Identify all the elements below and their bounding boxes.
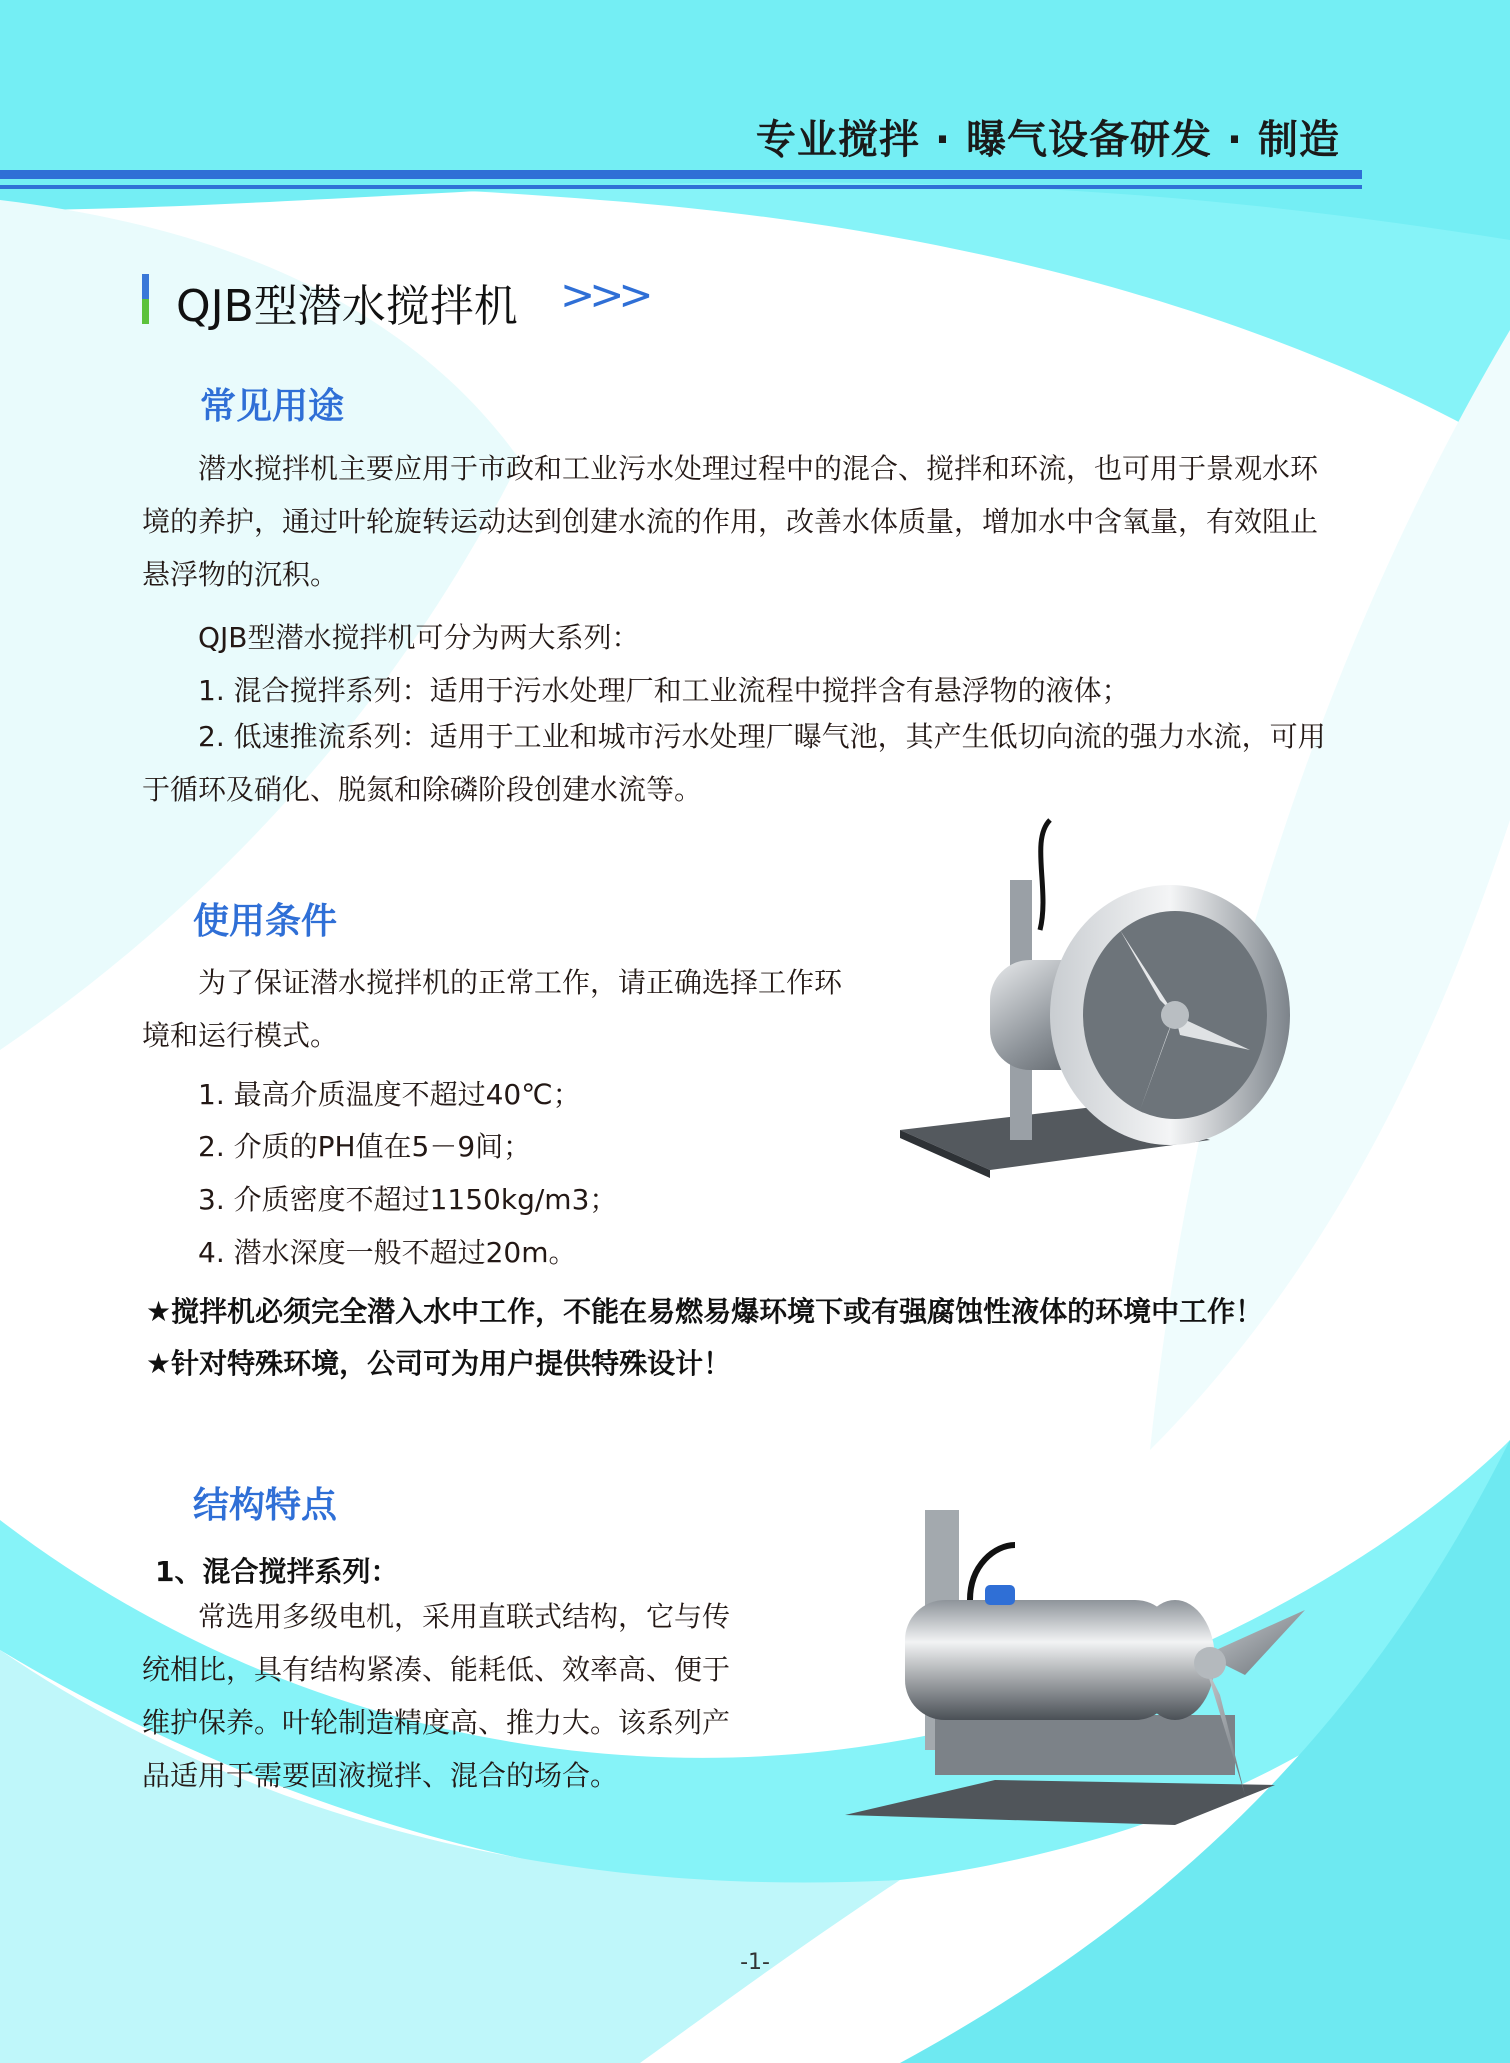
title-chevrons-icon: >>>	[560, 270, 648, 319]
condition-item-4: 4. 潜水深度一般不超过20m。	[198, 1236, 577, 1269]
structure-description: 常选用多级电机，采用直联式结构，它与传统相比，具有结构紧凑、能耗低、效率高、便于维护保养。叶轮制造精度高、推力大。该系列产品适用于需要固液搅拌、混合的场合。	[142, 1600, 731, 1792]
structure-subheading: 1、混合搅拌系列：	[155, 1555, 399, 1588]
usage-series-2: 2. 低速推流系列：适用于工业和城市污水处理厂曝气池，其产生低切向流的强力水流，可用于循环及硝化、脱氮和除磷阶段创建水流等。	[142, 720, 1326, 806]
structure-heading: 结构特点	[193, 1485, 338, 1526]
usage-series-intro: QJB型潜水搅拌机可分为两大系列：	[198, 621, 640, 654]
title-marker	[142, 274, 149, 324]
condition-item-1: 1. 最高介质温度不超过40℃；	[198, 1078, 581, 1111]
header-rule-thin	[0, 185, 1362, 189]
header-tagline: 专业搅拌 · 曝气设备研发 · 制造	[755, 117, 1340, 163]
conditions-intro: 为了保证潜水搅拌机的正常工作，请正确选择工作环境和运行模式。	[142, 966, 843, 1052]
header-rule	[0, 170, 1362, 179]
propeller-mixer-photo	[900, 800, 1300, 1190]
usage-intro: 潜水搅拌机主要应用于市政和工业污水处理过程中的混合、搅拌和环流，也可用于景观水环境的养护，通过叶轮旋转运动达到创建水流的作用，改善水体质量，增加水中含氧量，有效阻止悬浮物的沉积。	[142, 452, 1319, 591]
page-number: -1-	[740, 1950, 770, 1975]
usage-series-1: 1. 混合搅拌系列：适用于污水处理厂和工业流程中搅拌含有悬浮物的液体；	[198, 674, 1130, 707]
condition-item-2: 2. 介质的PH值在5－9间；	[198, 1130, 532, 1163]
notice-line-2: ★针对特殊环境，公司可为用户提供特殊设计！	[146, 1347, 732, 1380]
usage-heading: 常见用途	[200, 386, 345, 427]
conditions-heading: 使用条件	[193, 901, 338, 942]
page-title: QJB型潜水搅拌机	[176, 281, 518, 332]
notice-line-1: ★搅拌机必须完全潜入水中工作，不能在易燃易爆环境下或有强腐蚀性液体的环境中工作！	[146, 1295, 1264, 1328]
mixing-mixer-photo	[845, 1505, 1325, 1835]
condition-item-3: 3. 介质密度不超过1150kg/m3；	[198, 1183, 618, 1216]
